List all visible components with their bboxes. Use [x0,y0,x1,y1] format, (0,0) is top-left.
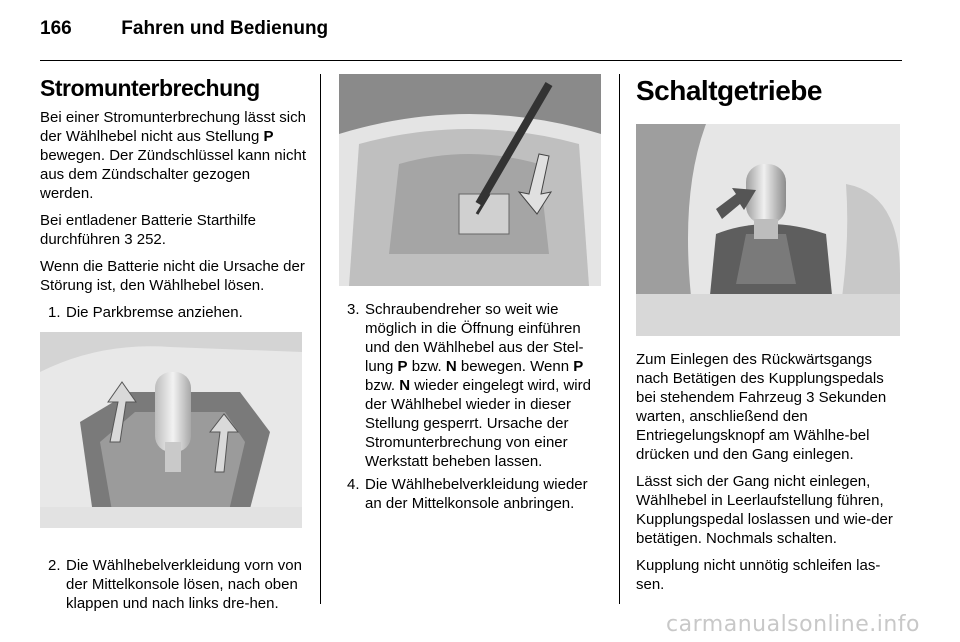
heading-schaltgetriebe: Schaltgetriebe [636,75,822,106]
paragraph-gear-not-engaging: Lässt sich der Gang nicht einlegen, Wählhebel in Leerlaufstellung führen, Kupplungspedal loslassen und wie-der betätigen. Nochmals schalten. [636,473,893,547]
figure-manual-gearshift [636,124,900,336]
column-2 [339,74,604,513]
step-number: 4. [347,476,360,493]
text: Bei einer Stromunterbrechung lässt sich der Wählhebel nicht aus Stellung [40,109,306,145]
position-p: P [573,358,584,375]
step-number: 2. [48,557,61,574]
paragraph-clutch: Kupplung nicht unnötig schleifen las-sen. [636,557,881,593]
paragraph-power-failure [40,108,306,203]
step-2 [40,556,306,613]
text: bzw. [365,377,400,394]
header-rule [40,60,902,61]
position-p: P [397,358,408,375]
step-3 [339,300,604,471]
text: bewegen. Wenn [456,358,574,375]
step-text: Die Wählhebelverkleidung wieder an der Mittelkonsole anbringen. [365,476,588,512]
column-divider-1 [320,74,321,604]
step-text: Die Parkbremse anziehen. [66,304,243,321]
step-number: 3. [347,301,360,318]
step-1 [40,303,306,322]
watermark: carmanualsonline.info [666,612,920,637]
figure-screwdriver [339,74,601,286]
position-n: N [399,377,411,394]
section-title: Fahren und Bedienung [121,18,329,39]
text: bewegen. Der Zündschlüssel kann nicht aus dem Zündschalter gezogen werden. [40,147,306,202]
text: Schraubendreher so weit wie möglich in die Öffnung einführen und den Wählhebel aus der Stel-lung [365,301,584,375]
column-1 [40,74,306,613]
heading-stromunterbrechung: Stromunterbrechung [40,75,260,101]
page-header [40,18,328,40]
text: wieder eingelegt wird, wird der Wählhebel wieder in dieser Stellung gesperrt. Ursache der Stromunterbrechung von einer Werkstatt beheben lassen. [365,377,591,470]
column-divider-2 [619,74,620,604]
reference-link[interactable]: 3 252. [124,231,166,248]
step-number: 1. [48,304,61,321]
figure-selector-lever [40,332,302,528]
position-n: N [445,358,457,375]
position-p: P [263,128,274,145]
step-4 [339,475,604,513]
paragraph-reverse-gear: Zum Einlegen des Rückwärtsgangs nach Betätigen des Kupplungspedals bei stehendem Fahrzeug 3 Sekunden warten, anschließend den Entriegelungsknopf am Wählhe-bel drücken und den Gang einlegen. [636,351,887,463]
paragraph-jump-start [40,211,306,249]
page-number: 166 [40,18,72,39]
step-text: Die Wählhebelverkleidung vorn von der Mittelkonsole lösen, nach oben klappen und nach links dre-hen. [66,557,302,612]
paragraph-release-lever: Wenn die Batterie nicht die Ursache der Störung ist, den Wählhebel lösen. [40,258,305,294]
column-3 [636,74,902,602]
text: bzw. [407,358,446,375]
text: Bei entladener Batterie Starthilfe durchführen [40,212,256,248]
